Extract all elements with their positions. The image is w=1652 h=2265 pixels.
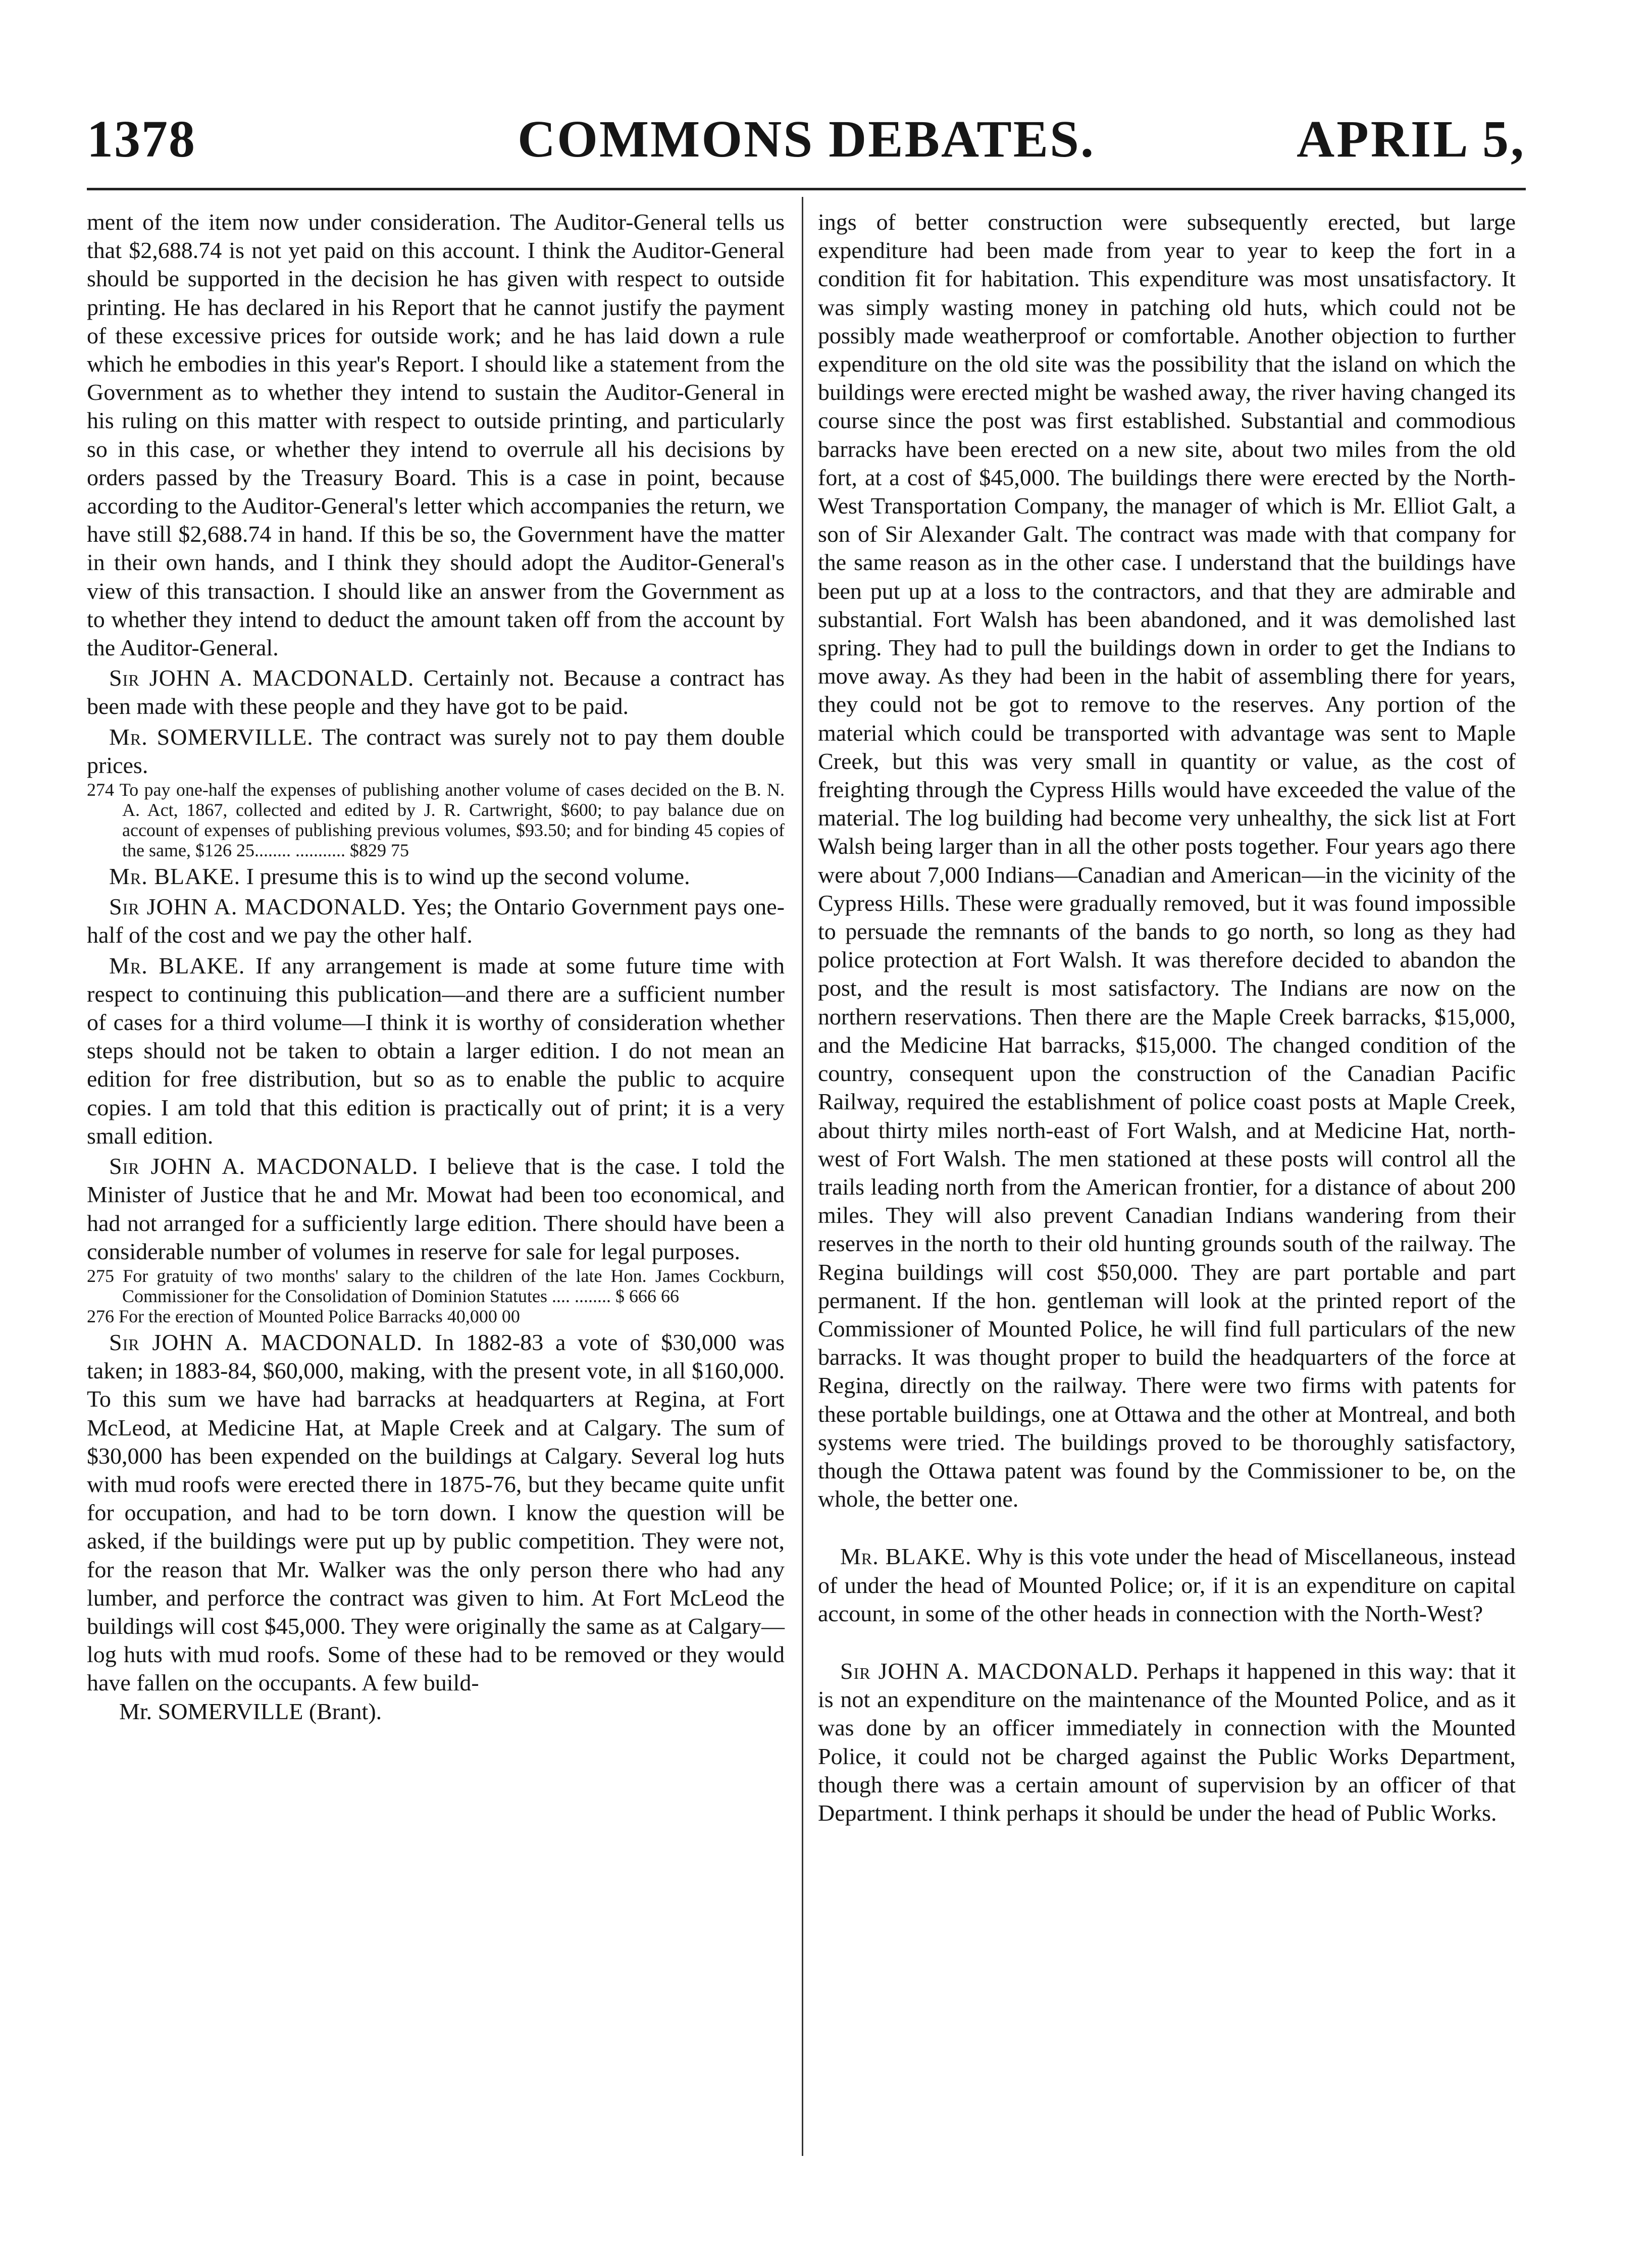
speaker-name: Sir JOHN A. MACDONALD. (109, 1153, 419, 1179)
item-description: 276 For the erection of Mounted Police Barracks (87, 1306, 443, 1326)
speaker-name: Mr. BLAKE. (840, 1543, 972, 1570)
column-divider (802, 197, 803, 2156)
speech-text: Certainly not. Because a contract has been made with these people and they have got to be paid. (87, 665, 785, 719)
supply-item-276 (87, 1306, 785, 1326)
speech-macdonald-4 (87, 1328, 785, 1697)
publication-title: COMMONS DEBATES. (518, 110, 1095, 168)
speech-blake-3 (818, 1542, 1516, 1628)
speech-blake-2 (87, 952, 785, 1150)
item-amount: $829 75 (349, 840, 409, 861)
speech-blake-1 (87, 862, 785, 891)
speech-somerville-1 (87, 723, 785, 780)
right-column (818, 208, 1516, 1827)
speech-text: I believe that is the case. I told the Minister of Justice that he and Mr. Mowat had been too economical, and had not arranged for a sufficiently large edition. There should have been a considerable number of volumes in reserve for sale for legal purposes. (87, 1153, 785, 1264)
supply-item-275: 275 For gratuity of two months' salary to the children of the late Hon. James Cockburn, Commissioner for the Consolidation of Dominion Statutes .... ........ $ 666 66 (87, 1265, 785, 1306)
footnote: Mr. SOMERVILLE (Brant). (119, 1698, 382, 1724)
speaker-name: Mr. SOMERVILLE. (109, 724, 314, 750)
speaker-name: Sir JOHN A. MACDONALD. (109, 665, 415, 691)
item-amount: $ 666 66 (615, 1285, 679, 1306)
speech-text: Perhaps it happened in this way: that it is not an expenditure on the maintenance of the Mounted Police, and as it was done by an officer immediately in connection with the Mounted Police, it could not be charged against the Public Works Department, though there was a certain amount of supervision by an officer of that Department. I think perhaps it should be under the head of Public Works. (818, 1658, 1516, 1826)
speaker-name: Sir JOHN A. MACDONALD. (840, 1658, 1139, 1684)
speech-text: I presume this is to wind up the second volume. (246, 863, 690, 890)
speech-text: If any arrangement is made at some future time with respect to continuing this publication—and there are a sufficient number of cases for a third volume—I think it is worthy of consideration whether steps should not be taken to obtain a larger edition. I do not mean an edition for free distribution, but so as to enable the public to acquire copies. I am told that this edition is practically out of print; it is a very small edition. (87, 952, 785, 1149)
page-date: APRIL 5, (1297, 110, 1526, 168)
speech-text: In 1882-83 a vote of $30,000 was taken; in 1883-84, $60,000, making, with the present vote, in all $160,000. To this sum we have had barracks at headquarters at Regina, at Fort McLeod, at Medicine Hat, at Maple Creek and at Calgary. The sum of $30,000 has been expended on the buildings at Calgary. Several log huts with mud roofs were erected there in 1875-76, but they became quite unfit for occupation, and had to be torn down. I know the question will be asked, if the buildings were put up by public competition. They were not, for the reason that Mr. Walker was the only person there who had any lumber, and perforce the contract was given to him. At Fort McLeod the buildings will cost $45,000. They were originally the same as at Calgary—log huts with mud roofs. Some of these had to be removed or they would have fallen on the occupants. A few build- (87, 1329, 785, 1696)
speech-text: Why is this vote under the head of Miscellaneous, instead of under the head of Mounted Police; or, if it is an expenditure on capital account, in some of the other heads in connection with the North-West? (818, 1543, 1516, 1626)
page-header (87, 109, 1526, 180)
speaker-name: Sir JOHN A. MACDONALD. (109, 894, 406, 920)
item-amount: 40,000 00 (447, 1306, 520, 1326)
speaker-name: Sir JOHN A. MACDONALD. (109, 1329, 423, 1355)
item-description: 274 To pay one-half the expenses of publishing another volume of cases decided on the B. N. A. Act, 1867, collected and edited by J. R. Cartwright, $600; to pay balance due on account of expenses of publishing previous volumes, $93.50; and for binding 45 copies of the same, $126 25 (87, 780, 785, 861)
speech-macdonald-3 (87, 1152, 785, 1266)
left-column (87, 208, 785, 1726)
item-description: 275 For gratuity of two months' salary to the children of the late Hon. James Cockburn, Commissioner for the Consolidation of Dominion Statutes (87, 1265, 785, 1306)
speaker-name: Mr. BLAKE. (109, 952, 245, 979)
page-number: 1378 (87, 110, 196, 168)
speech-macdonald-2 (87, 893, 785, 949)
speech-macdonald-1 (87, 664, 785, 720)
left-paragraph-1: ment of the item now under consideration. The Auditor-General tells us that $2,688.74 is not yet paid on this account. I think the Auditor-General should be supported in the decision he has given with respect to outside printing. He has declared in his Report that he cannot justify the payment of these excessive prices for outside work; and he has laid down a rule which he embodies in this year's Report. I should like a statement from the Government as to whether they intend to sustain the Auditor-General in his ruling on this matter with respect to outside printing, and particularly so in this case, or whether they intend to overrule all his decisions by orders passed by the Treasury Board. This is a case in point, because according to the Auditor-General's letter which accompanies the return, we have still $2,688.74 in hand. If this be so, the Government have the matter in their own hands, and I think they should adopt the Auditor-General's view of this transaction. I should like an answer from the Government as to whether they intend to deduct the amount taken off from the account by the Auditor-General. (87, 209, 785, 661)
right-paragraph-1: ings of better construction were subsequently erected, but large expenditure had been made from year to year to keep the fort in a condition fit for habitation. This expenditure was most unsatisfactory. It was simply wasting money in patching old huts, which could not be possibly made weatherproof or comfortable. Another objection to further expenditure on the old site was the possibility that the island on which the buildings were erected might be washed away, the river having changed its course since the post was first established. Substantial and commodious barracks have been erected on a new site, about two miles from the old fort, at a cost of $45,000. The buildings there were erected by the North-West Transportation Company, the manager of which is Mr. Elliot Galt, a son of Sir Alexander Galt. The contract was made with that company for the same reason as in the other case. I understand that the buildings have been put up at a loss to the contractors, and that they are admirable and substantial. Fort Walsh has been abandoned, and it was demolished last spring. They had to pull the buildings down in order to get the Indians to move away. As they had been in the habit of assembling there for years, they could not be got to remove to the reserves. Any portion of the material which could be transported with advantage was sent to Maple Creek, but this was very small in quantity or value, as the cost of freighting through the Cypress Hills would have exceeded the value of the material. The log building had become very unhealthy, the sick list at Fort Walsh being larger than in all the other posts together. Four years ago there were about 7,000 Indians—Canadian and American—in the vicinity of the Cypress Hills. These were gradually removed, but it was found impossible to persuade the remnants of the bands to go north, so long as they had police protection at Fort Walsh. It was therefore decided to abandon the post, and the result is most satisfactory. The Indians are now on the northern reservations. Then there are the Maple Creek barracks, $15,000, and the Medicine Hat barracks, $15,000. The changed condition of the country, consequent upon the construction of the Canadian Pacific Railway, required the establishment of police coast posts at Maple Creek, about thirty miles north-east of Fort Walsh, and at Medicine Hat, north-west of Fort Walsh. The men stationed at these posts will control all the trails leading north from the American frontier, for a distance of about 200 miles. They will also prevent Canadian Indians wandering from their reserves in the north to their old hunting grounds south of the railway. The Regina buildings will cost $50,000. They are part portable and part permanent. If the hon. gentleman will look at the printed report of the Commissioner of Mounted Police, he will find full particulars of the new barracks. It was thought proper to build the headquarters of the force at Regina, directly on the railway. There were two firms with patents for these portable buildings, one at Ottawa and the other at Montreal, and both systems were tried. The buildings proved to be thoroughly satisfactory, though the Ottawa patent was found by the Commissioner to be, on the whole, the better one. (818, 209, 1516, 1512)
speech-text: The contract was surely not to pay them double prices. (87, 724, 785, 778)
speaker-name: Mr. BLAKE. (109, 863, 241, 890)
speech-macdonald-5 (818, 1657, 1516, 1827)
speech-text: Yes; the Ontario Government pays one-half of the cost and we pay the other half. (87, 894, 785, 948)
header-rule (87, 188, 1526, 190)
supply-item-274: 274 To pay one-half the expenses of publishing another volume of cases decided on the B. N. A. Act, 1867, collected and edited by J. R. Cartwright, $600; to pay balance due on account of expenses of publishing previous volumes, $93.50; and for binding 45 copies of the same, $126 25........ ........... $829 75 (87, 780, 785, 861)
